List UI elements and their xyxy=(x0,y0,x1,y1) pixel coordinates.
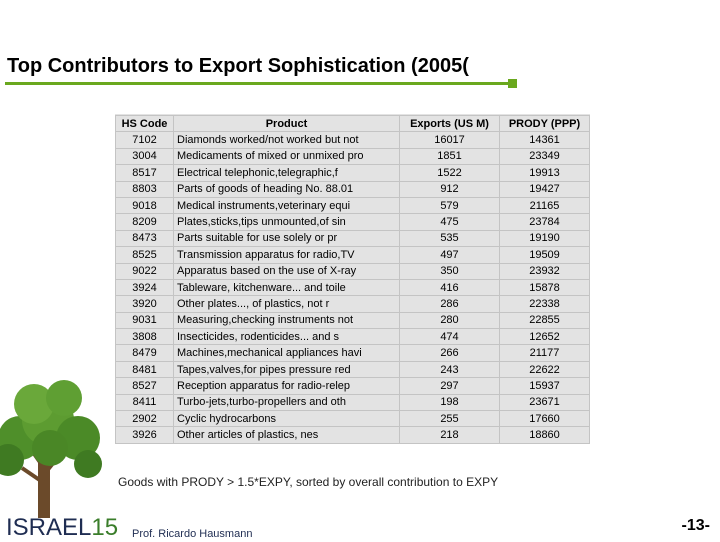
exports-cell: 266 xyxy=(400,345,500,361)
prody-cell: 22338 xyxy=(500,296,590,312)
product-cell: Transmission apparatus for radio,TV xyxy=(174,247,400,263)
hs-code-cell: 8527 xyxy=(116,378,174,394)
product-cell: Plates,sticks,tips unmounted,of sin xyxy=(174,214,400,230)
prody-cell: 23349 xyxy=(500,148,590,164)
exports-cell: 579 xyxy=(400,197,500,213)
exports-cell: 280 xyxy=(400,312,500,328)
product-cell: Medical instruments,veterinary equi xyxy=(174,197,400,213)
exports-cell: 255 xyxy=(400,411,500,427)
export-table xyxy=(115,115,590,444)
table-row xyxy=(116,345,590,361)
prody-cell: 21177 xyxy=(500,345,590,361)
product-cell: Diamonds worked/not worked but not xyxy=(174,132,400,148)
prody-cell: 22855 xyxy=(500,312,590,328)
table-row xyxy=(116,427,590,443)
product-cell: Medicaments of mixed or unmixed pro xyxy=(174,148,400,164)
prody-cell: 21165 xyxy=(500,197,590,213)
table-row xyxy=(116,148,590,164)
exports-cell: 1522 xyxy=(400,165,500,181)
exports-cell: 535 xyxy=(400,230,500,246)
brand-number: 15 xyxy=(91,514,119,541)
prody-cell: 14361 xyxy=(500,132,590,148)
footer-author: Prof. Ricardo Hausmann xyxy=(132,528,253,540)
product-cell: Parts of goods of heading No. 88.01 xyxy=(174,181,400,197)
exports-cell: 350 xyxy=(400,263,500,279)
product-cell: Tapes,valves,for pipes pressure red xyxy=(174,361,400,377)
product-cell: Apparatus based on the use of X-ray xyxy=(174,263,400,279)
table-row xyxy=(116,394,590,410)
product-cell: Other articles of plastics, nes xyxy=(174,427,400,443)
exports-cell: 297 xyxy=(400,378,500,394)
table-row xyxy=(116,411,590,427)
title-underline xyxy=(5,82,513,85)
hs-code-cell: 8209 xyxy=(116,214,174,230)
prody-cell: 15937 xyxy=(500,378,590,394)
table-row xyxy=(116,329,590,345)
prody-cell: 19913 xyxy=(500,165,590,181)
prody-cell: 15878 xyxy=(500,279,590,295)
table-row xyxy=(116,230,590,246)
prody-cell: 18860 xyxy=(500,427,590,443)
product-cell: Reception apparatus for radio-relep xyxy=(174,378,400,394)
hs-code-cell: 8803 xyxy=(116,181,174,197)
table-body xyxy=(116,132,590,443)
product-cell: Other plates..., of plastics, not r xyxy=(174,296,400,312)
table-header-row xyxy=(116,116,590,132)
product-cell: Turbo-jets,turbo-propellers and oth xyxy=(174,394,400,410)
hs-code-cell: 3808 xyxy=(116,329,174,345)
prody-cell: 22622 xyxy=(500,361,590,377)
table-row xyxy=(116,247,590,263)
prody-cell: 19509 xyxy=(500,247,590,263)
footer-brand xyxy=(6,514,118,542)
product-cell: Electrical telephonic,telegraphic,f xyxy=(174,165,400,181)
table-caption: Goods with PRODY > 1.5*EXPY, sorted by overall contribution to EXPY xyxy=(118,475,499,489)
hs-code-cell: 3924 xyxy=(116,279,174,295)
exports-cell: 416 xyxy=(400,279,500,295)
product-cell: Parts suitable for use solely or pr xyxy=(174,230,400,246)
hs-code-cell: 3004 xyxy=(116,148,174,164)
table-row xyxy=(116,296,590,312)
prody-cell: 23784 xyxy=(500,214,590,230)
table-row xyxy=(116,279,590,295)
exports-cell: 912 xyxy=(400,181,500,197)
prody-cell: 23671 xyxy=(500,394,590,410)
exports-cell: 16017 xyxy=(400,132,500,148)
exports-cell: 474 xyxy=(400,329,500,345)
exports-cell: 475 xyxy=(400,214,500,230)
prody-cell: 17660 xyxy=(500,411,590,427)
hs-code-cell: 8479 xyxy=(116,345,174,361)
table-row xyxy=(116,165,590,181)
product-cell: Measuring,checking instruments not xyxy=(174,312,400,328)
header-product: Product xyxy=(174,116,400,132)
hs-code-cell: 7102 xyxy=(116,132,174,148)
exports-cell: 286 xyxy=(400,296,500,312)
hs-code-cell: 8473 xyxy=(116,230,174,246)
hs-code-cell: 9018 xyxy=(116,197,174,213)
hs-code-cell: 8517 xyxy=(116,165,174,181)
table-row xyxy=(116,214,590,230)
header-hs-code: HS Code xyxy=(116,116,174,132)
tree-icon xyxy=(0,368,112,518)
hs-code-cell: 8411 xyxy=(116,394,174,410)
slide-title: Top Contributors to Export Sophistication (2005( xyxy=(7,55,469,77)
table-row xyxy=(116,181,590,197)
hs-code-cell: 3920 xyxy=(116,296,174,312)
hs-code-cell: 8481 xyxy=(116,361,174,377)
page-number: -13- xyxy=(681,517,710,534)
product-cell: Cyclic hydrocarbons xyxy=(174,411,400,427)
header-prody: PRODY (PPP) xyxy=(500,116,590,132)
exports-cell: 243 xyxy=(400,361,500,377)
hs-code-cell: 2902 xyxy=(116,411,174,427)
table-row xyxy=(116,197,590,213)
table-row xyxy=(116,263,590,279)
table-row xyxy=(116,132,590,148)
exports-cell: 497 xyxy=(400,247,500,263)
title-underline-end xyxy=(508,79,517,88)
prody-cell: 19190 xyxy=(500,230,590,246)
brand-text: ISRAEL xyxy=(6,514,92,541)
header-exports: Exports (US M) xyxy=(400,116,500,132)
table-row xyxy=(116,312,590,328)
product-cell: Tableware, kitchenware... and toile xyxy=(174,279,400,295)
exports-cell: 198 xyxy=(400,394,500,410)
hs-code-cell: 9031 xyxy=(116,312,174,328)
prody-cell: 12652 xyxy=(500,329,590,345)
hs-code-cell: 3926 xyxy=(116,427,174,443)
table-row xyxy=(116,361,590,377)
hs-code-cell: 8525 xyxy=(116,247,174,263)
product-cell: Machines,mechanical appliances havi xyxy=(174,345,400,361)
prody-cell: 19427 xyxy=(500,181,590,197)
exports-cell: 1851 xyxy=(400,148,500,164)
hs-code-cell: 9022 xyxy=(116,263,174,279)
prody-cell: 23932 xyxy=(500,263,590,279)
table-row xyxy=(116,378,590,394)
product-cell: Insecticides, rodenticides... and s xyxy=(174,329,400,345)
exports-cell: 218 xyxy=(400,427,500,443)
